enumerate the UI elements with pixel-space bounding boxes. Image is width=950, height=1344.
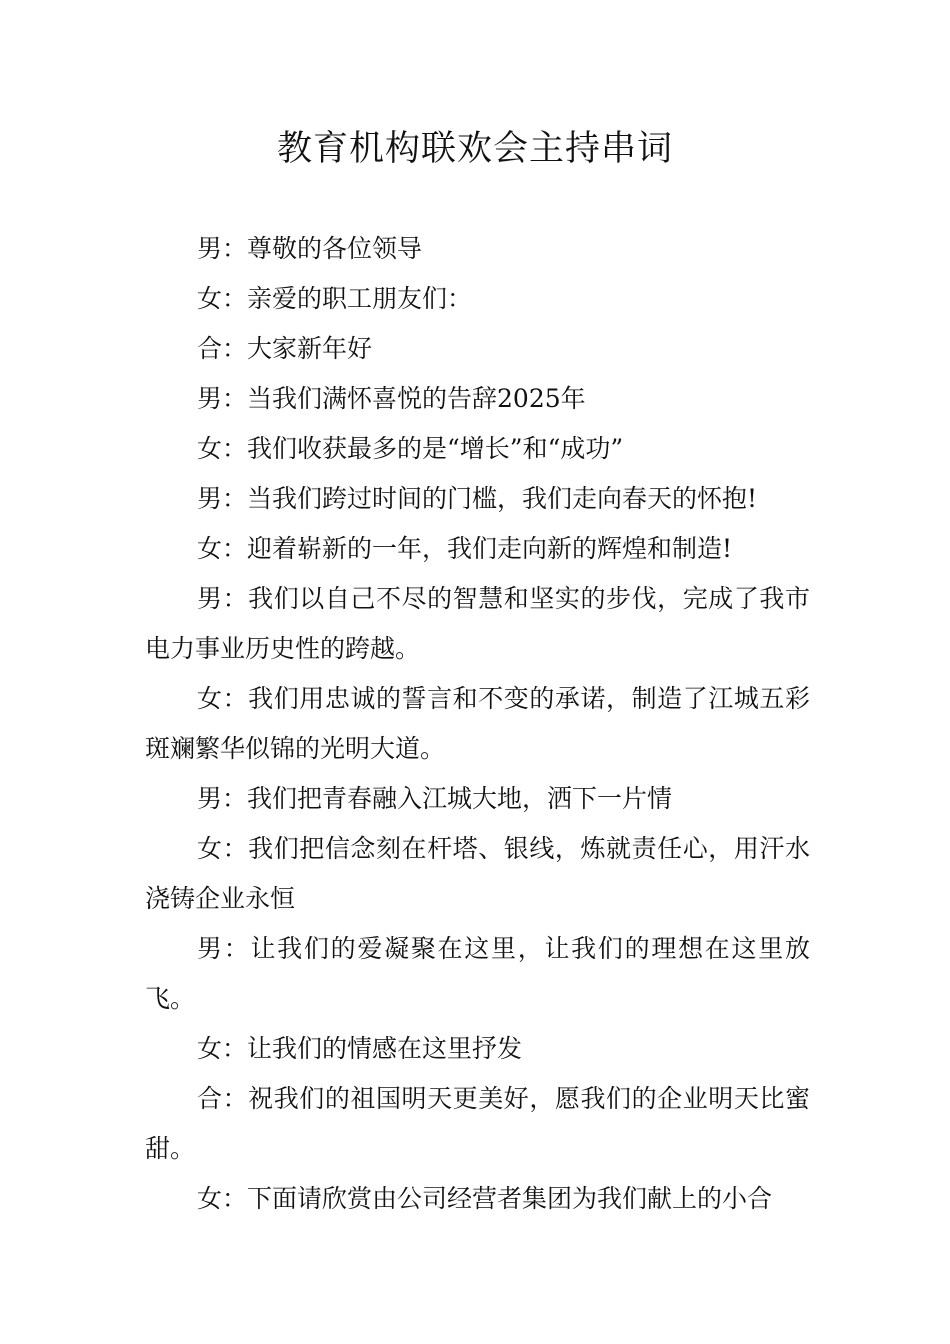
paragraph: 女：我们用忠诚的誓言和不变的承诺，制造了江城五彩斑斓繁华似锦的光明大道。 [145, 684, 810, 763]
paragraph: 女：亲爱的职工朋友们： [197, 284, 473, 313]
paragraph: 男：让我们的爱凝聚在这里，让我们的理想在这里放飞。 [145, 934, 810, 1013]
paragraph: 女：让我们的情感在这里抒发 [197, 1034, 523, 1063]
paragraph: 女：我们把信念刻在杆塔、银线，炼就责任心，用汗水浇铸企业永恒 [145, 834, 810, 913]
paragraph: 女：我们收获最多的是“增长”和“成功” [197, 434, 624, 463]
paragraph: 女：下面请欣赏由公司经营者集团为我们献上的小合 [197, 1184, 773, 1213]
paragraph: 合：祝我们的祖国明天更美好，愿我们的企业明天比蜜甜。 [145, 1084, 810, 1163]
paragraph: 男：我们把青春融入江城大地，洒下一片情 [197, 784, 673, 813]
paragraph: 合：大家新年好 [197, 334, 373, 363]
paragraph: 女：迎着崭新的一年，我们走向新的辉煌和制造! [197, 534, 733, 563]
paragraph: 男：当我们跨过时间的门槛，我们走向春天的怀抱! [197, 484, 758, 513]
document-title: 教育机构联欢会主持串词 [276, 129, 673, 169]
paragraph: 男：尊敬的各位领导 [197, 234, 423, 263]
paragraph: 男：我们以自己不尽的智慧和坚实的步伐，完成了我市电力事业历史性的跨越。 [145, 584, 810, 663]
paragraph: 男：当我们满怀喜悦的告辞2025年 [197, 384, 586, 413]
document-body [145, 224, 810, 1224]
